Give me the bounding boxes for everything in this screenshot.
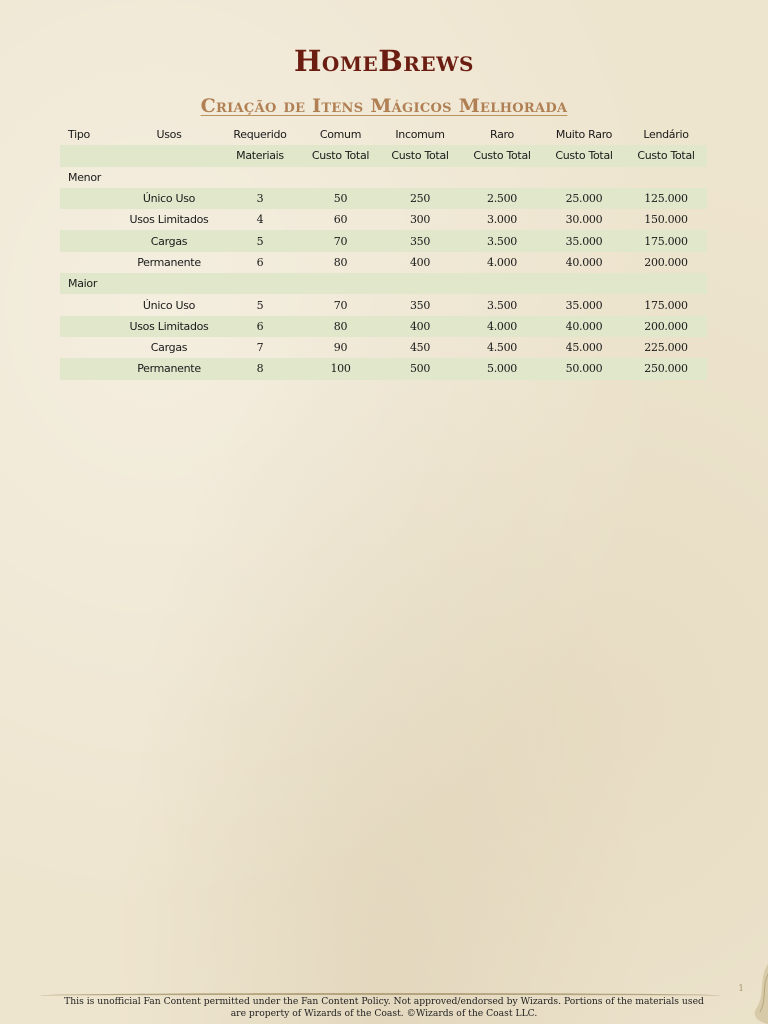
table-row	[60, 230, 707, 251]
value-cell: 3	[218, 188, 302, 209]
empty-cell	[120, 273, 218, 294]
column-subheader: Custo Total	[625, 145, 707, 166]
column-header: Tipo	[68, 128, 90, 142]
empty-cell	[60, 358, 120, 379]
value-cell: 4.500	[487, 341, 517, 355]
value-cell: 60	[333, 213, 348, 227]
column-subheader: Materiais	[218, 145, 302, 166]
empty-cell	[60, 209, 120, 230]
empty-cell	[60, 316, 120, 337]
empty-cell	[60, 230, 120, 251]
value-cell: 40.000	[543, 316, 625, 337]
value-cell: 400	[379, 316, 461, 337]
value-cell: 4.000	[487, 255, 517, 269]
empty-cell	[543, 167, 625, 188]
footer-legal-text	[40, 996, 728, 1020]
table-row	[60, 188, 707, 209]
usos-cell: Usos Limitados	[120, 316, 218, 337]
value-cell: 35.000	[543, 230, 625, 251]
value-cell: 3.500	[461, 230, 543, 251]
usos-cell: Único Uso	[142, 298, 196, 312]
column-subheader: Custo Total	[461, 145, 543, 166]
empty-cell	[625, 167, 707, 188]
empty-cell	[60, 294, 120, 315]
empty-cell	[461, 167, 543, 188]
column-subheader: Custo Total	[379, 145, 461, 166]
value-cell: 50.000	[543, 358, 625, 379]
usos-cell: Permanente	[137, 255, 201, 269]
value-cell: 70	[302, 230, 379, 251]
usos-cell: Usos Limitados	[129, 213, 209, 227]
magic-items-table	[60, 124, 707, 380]
empty-cell	[302, 273, 379, 294]
column-subheader	[60, 145, 120, 166]
column-header: Raro	[490, 128, 514, 142]
group-row	[60, 167, 707, 188]
column-header: Lendário	[643, 128, 689, 142]
table-header-row	[60, 124, 707, 145]
value-cell: 5	[256, 298, 264, 312]
section-title: Criação de Itens Mágicos Melhorada	[200, 95, 568, 117]
group-row	[60, 273, 707, 294]
group-label: Maior	[60, 273, 120, 294]
value-cell: 5	[218, 230, 302, 251]
usos-cell: Permanente	[120, 358, 218, 379]
value-cell: 150.000	[644, 213, 688, 227]
usos-cell: Único Uso	[120, 188, 218, 209]
empty-cell	[543, 273, 625, 294]
value-cell: 200.000	[625, 316, 707, 337]
value-cell: 50	[302, 188, 379, 209]
column-header: Comum	[319, 128, 362, 142]
footer-line-2: are property of Wizards of the Coast. ©Wizards of the Coast LLC.	[230, 1008, 538, 1019]
value-cell: 3.500	[487, 298, 517, 312]
empty-cell	[120, 167, 218, 188]
table-subheader-row	[60, 145, 707, 166]
empty-cell	[60, 337, 120, 358]
table-row	[60, 337, 707, 358]
value-cell: 40.000	[565, 255, 603, 269]
value-cell: 80	[333, 255, 348, 269]
empty-cell	[302, 167, 379, 188]
value-cell: 350	[379, 230, 461, 251]
value-cell: 8	[218, 358, 302, 379]
group-label: Menor	[68, 170, 101, 184]
value-cell: 35.000	[565, 298, 603, 312]
empty-cell	[60, 188, 120, 209]
value-cell: 2.500	[461, 188, 543, 209]
empty-cell	[461, 273, 543, 294]
column-header: Requerido	[233, 128, 287, 142]
column-subheader	[120, 145, 218, 166]
page-title: HomeBrews	[294, 44, 474, 78]
value-cell: 45.000	[565, 341, 603, 355]
value-cell: 200.000	[644, 255, 688, 269]
value-cell: 400	[409, 255, 431, 269]
value-cell: 80	[302, 316, 379, 337]
table-row	[60, 358, 707, 379]
value-cell: 4.000	[461, 316, 543, 337]
value-cell: 5.000	[461, 358, 543, 379]
value-cell: 90	[333, 341, 348, 355]
table-row	[60, 316, 707, 337]
empty-cell	[60, 252, 120, 273]
empty-cell	[218, 273, 302, 294]
value-cell: 125.000	[625, 188, 707, 209]
value-cell: 6	[256, 255, 264, 269]
value-cell: 7	[256, 341, 264, 355]
empty-cell	[379, 273, 461, 294]
value-cell: 175.000	[625, 230, 707, 251]
value-cell: 6	[218, 316, 302, 337]
value-cell: 500	[379, 358, 461, 379]
usos-cell: Cargas	[150, 341, 188, 355]
value-cell: 450	[409, 341, 431, 355]
column-header: Incomum	[395, 128, 445, 142]
empty-cell	[218, 167, 302, 188]
column-header: Muito Raro	[555, 128, 613, 142]
value-cell: 225.000	[644, 341, 688, 355]
value-cell: 3.000	[487, 213, 517, 227]
value-cell: 70	[333, 298, 348, 312]
table-row	[60, 209, 707, 230]
value-cell: 175.000	[644, 298, 688, 312]
value-cell: 250	[379, 188, 461, 209]
table-row	[60, 294, 707, 315]
value-cell: 350	[409, 298, 431, 312]
value-cell: 25.000	[543, 188, 625, 209]
column-subheader: Custo Total	[302, 145, 379, 166]
page-number: 1	[738, 984, 744, 994]
value-cell: 300	[409, 213, 431, 227]
column-subheader: Custo Total	[543, 145, 625, 166]
empty-cell	[625, 273, 707, 294]
value-cell: 250.000	[625, 358, 707, 379]
empty-cell	[379, 167, 461, 188]
table-row	[60, 252, 707, 273]
footer-line-1: This is unofficial Fan Content permitted under the Fan Content Policy. Not approved/endorsed by Wizards. Portions of the materials used	[64, 996, 704, 1007]
value-cell: 4	[256, 213, 264, 227]
usos-cell: Cargas	[120, 230, 218, 251]
column-header: Usos	[156, 128, 182, 142]
value-cell: 100	[302, 358, 379, 379]
page-corner-ornament-icon	[728, 964, 768, 1024]
value-cell: 30.000	[565, 213, 603, 227]
